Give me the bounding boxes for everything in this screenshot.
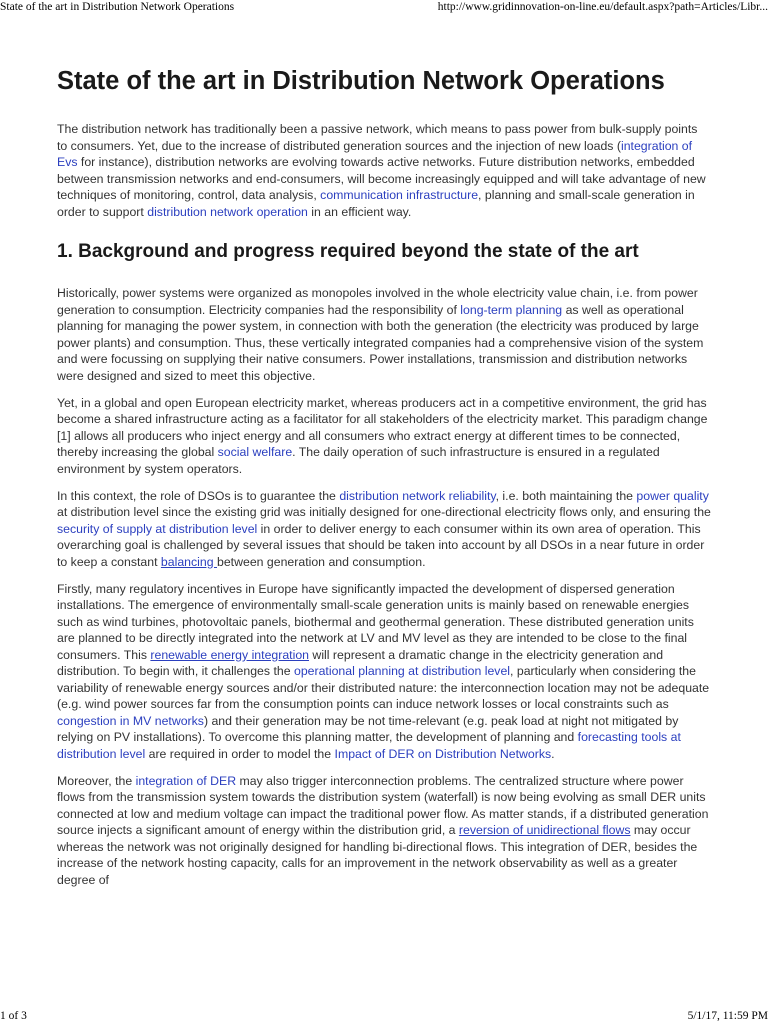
link-balancing[interactable]: balancing xyxy=(160,554,217,569)
link-integration-of-evs[interactable]: integration of Evs xyxy=(57,138,693,169)
print-header-title: State of the art in Distribution Network Operations xyxy=(0,1,235,13)
link-forecasting-tools[interactable]: forecasting tools at distribution level xyxy=(57,730,681,761)
paragraph-3: In this context, the role of DSOs is to guarantee the distribution network reliability, i.e. both maintaining the power quality at distribution level since the existing grid was initially designed for one-directional electricity flows only, and ensuring the security of supply at distribution level in order to deliver energy to each consumer within its own area of operation. This overarching goal is challenged by several issues that should be taken into account by all DSOs in a near future in order to keep a constant balancing between generation and consumption. xyxy=(57,488,711,569)
link-reversion-of-unidirectional-flows[interactable]: reversion of unidirectional flows xyxy=(458,823,631,837)
link-security-of-supply[interactable]: security of supply at distribution level xyxy=(57,521,258,536)
print-header xyxy=(0,0,768,16)
intro-paragraph: The distribution network has traditionally been a passive network, which means to pass power from bulk-supply points to consumers. Yet, due to the increase of distributed generation sources and the injection of new loads (integration of Evs for instance), distribution networks are evolving towards active networks. Future distribution networks, embedded between transmission networks and end-consumers, will become increasingly equipped and will take advantage of new techniques of monitoring, control, data analysis, communication infrastructure, planning and small-scale generation in order to support distribution network operation in an efficient way. xyxy=(57,122,706,219)
link-social-welfare[interactable]: social welfare xyxy=(217,445,293,459)
page-number: 1 of 3 xyxy=(0,1010,27,1022)
paragraph-5: Moreover, the integration of DER may also trigger interconnection problems. The centralized structure where power flows from the transmission system towards the distribution system (waterfall) is now being evolving as small DER units connected at low and medium voltage can impact the traditional power flow. As matter stands, if a distributed generation source injects a significant amount of energy within the distribution grid, a reversion of unidirectional flows may occur whereas the network was not originally designed for handling bi-directional flows. This integration of DER, besides the increase of the network hosting capacity, calls for an improvement in the network observability as well as a greater degree of xyxy=(57,773,709,887)
link-distribution-network-reliability[interactable]: distribution network reliability xyxy=(339,488,496,503)
print-footer xyxy=(0,1008,768,1024)
article xyxy=(57,66,711,899)
paragraph-2: Yet, in a global and open European electricity market, whereas producers act in a competitive environment, the grid has become a shared infrastructure acting as a facilitator for all stakeholders of the electricity market. This paradigm change [1] allows all producers who inject energy and all consumers who extract energy at different times to be connected, thereby increasing the global social welfare. The daily operation of such infrastructure is ensured in a regulated environment by system operators. xyxy=(57,395,708,476)
link-renewable-energy-integration[interactable]: renewable energy integration xyxy=(150,647,310,662)
link-integration-of-der[interactable]: integration of DER xyxy=(135,773,237,788)
paragraph-4: Firstly, many regulatory incentives in Europe have significantly impacted the development of dispersed generation installations. The emergence of environmentally small-scale generation units is mainly based on renewable energies such as wind turbines, photovoltaic panels, biothermal and geothermal generation. These distributed generation units are planned to be directly integrated into the network at LV and MV level as they are intended to be close to the final consumers. This renewable energy integration will represent a dramatic change in the electricity generation and distribution. To begin with, it challenges the operational planning at distribution level, particularly when considering the variability of renewable energy sources and/or their distributed nature: the interconnection location may not be adequate (e.g. wind power sources far from the consumption points can induce network losses or local constraints such as congestion in MV networks) and their generation may be not time-relevant (e.g. peak load at night not mitigated by relying on PV installations). To overcome this planning matter, the development of planning and forecasting tools at distribution level are required in order to model the Impact of DER on Distribution Networks. xyxy=(57,581,710,761)
link-operational-planning[interactable]: operational planning at distribution level xyxy=(293,664,511,678)
print-timestamp: 5/1/17, 11:59 PM xyxy=(687,1010,768,1022)
link-distribution-network-operation[interactable]: distribution network operation xyxy=(147,204,308,219)
link-long-term-planning[interactable]: long-term planning xyxy=(460,302,563,317)
link-congestion-in-mv-networks[interactable]: congestion in MV networks xyxy=(57,713,204,728)
link-impact-of-der[interactable]: Impact of DER on Distribution Networks xyxy=(334,746,552,761)
paragraph-1: Historically, power systems were organized as monopoles involved in the whole electricity value chain, i.e. from power generation to consumption. Electricity companies had the responsibility of long-term planning as well as operational planning for managing the power system, in connection with both the generation (the electricity was produced by large power plants) and consumption. Thus, these vertically integrated companies had a comprehensive vision of the system and were focussing on supplying their native consumers. Power installations, transmission and distribution networks were designed and sized to meet this objective. xyxy=(57,286,704,383)
link-power-quality[interactable]: power quality xyxy=(636,488,709,503)
print-header-url: http://www.gridinnovation-on-line.eu/default.aspx?path=Articles/Libr... xyxy=(437,1,768,13)
link-communication-infrastructure[interactable]: communication infrastructure xyxy=(320,188,479,202)
page-title: State of the art in Distribution Network Operations xyxy=(57,67,665,95)
section-heading: 1. Background and progress required beyond the state of the art xyxy=(57,241,639,262)
